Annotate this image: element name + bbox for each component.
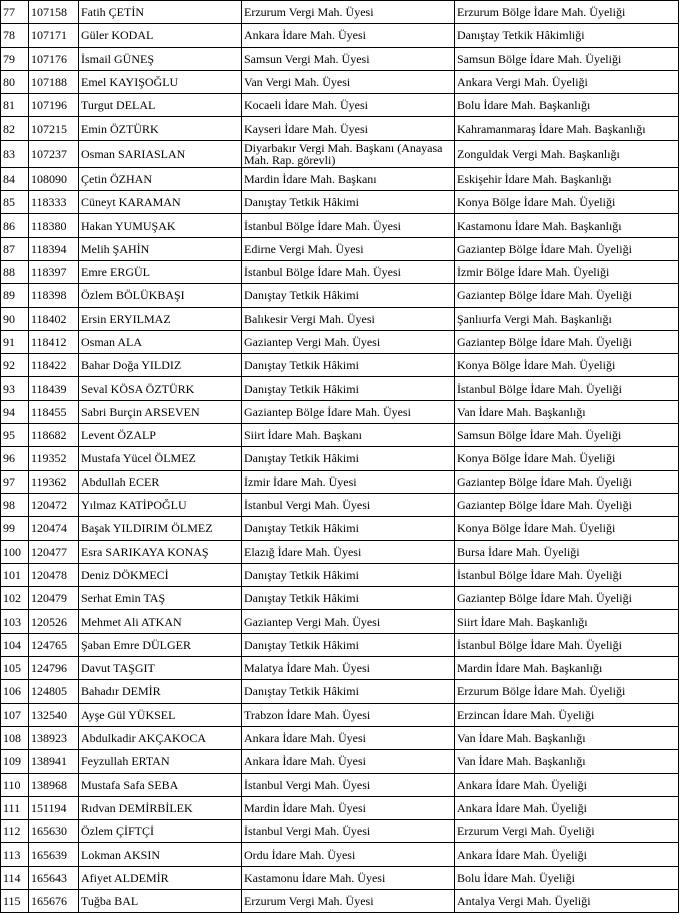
registry-number-cell: 118398 [29, 284, 79, 307]
registry-number-cell: 107176 [29, 47, 79, 70]
row-number-cell: 82 [1, 117, 29, 140]
registry-number-cell: 120478 [29, 563, 79, 586]
current-position-cell: Kastamonu İdare Mah. Üyesi [242, 866, 455, 889]
current-position-cell: Ordu İdare Mah. Üyesi [242, 843, 455, 866]
current-position-cell: Siirt İdare Mah. Başkanı [242, 424, 455, 447]
person-name-cell: Seval KÖSA ÖZTÜRK [79, 377, 242, 400]
row-number-cell: 111 [1, 796, 29, 819]
new-position-cell: Erzurum Bölge İdare Mah. Üyeliği [455, 680, 679, 703]
person-name-cell: Özlem ÇİFTÇİ [79, 820, 242, 843]
current-position-cell: Danıştay Tetkik Hâkimi [242, 587, 455, 610]
table-row [1, 191, 679, 214]
person-name-cell: Melih ŞAHİN [79, 237, 242, 260]
person-name-cell: Serhat Emin TAŞ [79, 587, 242, 610]
new-position-cell: Konya Bölge İdare Mah. Üyeliği [455, 447, 679, 470]
row-number-cell: 77 [1, 1, 29, 24]
person-name-cell: Şaban Emre DÜLGER [79, 633, 242, 656]
registry-number-cell: 124796 [29, 657, 79, 680]
person-name-cell: Turgut DELAL [79, 94, 242, 117]
registry-number-cell: 107188 [29, 70, 79, 93]
registry-number-cell: 118394 [29, 237, 79, 260]
current-position-cell: Van Vergi Mah. Üyesi [242, 70, 455, 93]
registry-number-cell: 165639 [29, 843, 79, 866]
new-position-cell: Konya Bölge İdare Mah. Üyeliği [455, 191, 679, 214]
current-position-cell: Mardin İdare Mah. Başkanı [242, 167, 455, 190]
registry-number-cell: 124805 [29, 680, 79, 703]
table-row [1, 820, 679, 843]
row-number-cell: 101 [1, 563, 29, 586]
new-position-cell: Samsun Bölge İdare Mah. Üyeliği [455, 47, 679, 70]
registry-number-cell: 132540 [29, 703, 79, 726]
table-row [1, 307, 679, 330]
person-name-cell: Emel KAYIŞOĞLU [79, 70, 242, 93]
row-number-cell: 92 [1, 354, 29, 377]
table-row [1, 237, 679, 260]
new-position-cell: Kastamonu İdare Mah. Başkanlığı [455, 214, 679, 237]
registry-number-cell: 118439 [29, 377, 79, 400]
row-number-cell: 93 [1, 377, 29, 400]
person-name-cell: Başak YILDIRIM ÖLMEZ [79, 517, 242, 540]
current-position-cell: İstanbul Bölge İdare Mah. Üyesi [242, 260, 455, 283]
row-number-cell: 112 [1, 820, 29, 843]
row-number-cell: 107 [1, 703, 29, 726]
table-row [1, 517, 679, 540]
current-position-cell: Danıştay Tetkik Hâkimi [242, 284, 455, 307]
registry-number-cell: 118380 [29, 214, 79, 237]
current-position-cell: Edirne Vergi Mah. Üyesi [242, 237, 455, 260]
current-position-cell: Kayseri İdare Mah. Üyesi [242, 117, 455, 140]
row-number-cell: 78 [1, 24, 29, 47]
table-row [1, 354, 679, 377]
row-number-cell: 84 [1, 167, 29, 190]
current-position-cell: Samsun Vergi Mah. Üyesi [242, 47, 455, 70]
table-row [1, 330, 679, 353]
person-name-cell: Fatih ÇETİN [79, 1, 242, 24]
new-position-cell: Gaziantep Bölge İdare Mah. Üyeliği [455, 330, 679, 353]
row-number-cell: 81 [1, 94, 29, 117]
table-row [1, 167, 679, 190]
person-name-cell: Deniz DÖKMECİ [79, 563, 242, 586]
table-row [1, 773, 679, 796]
new-position-cell: İstanbul Bölge İdare Mah. Üyeliği [455, 377, 679, 400]
person-name-cell: Ayşe Gül YÜKSEL [79, 703, 242, 726]
table-row [1, 703, 679, 726]
table-row [1, 260, 679, 283]
table-row [1, 633, 679, 656]
table-row [1, 140, 679, 167]
current-position-cell: Gaziantep Vergi Mah. Üyesi [242, 330, 455, 353]
new-position-cell: Danıştay Tetkik Hâkimliği [455, 24, 679, 47]
registry-number-cell: 118402 [29, 307, 79, 330]
row-number-cell: 96 [1, 447, 29, 470]
row-number-cell: 114 [1, 866, 29, 889]
registry-number-cell: 138923 [29, 726, 79, 749]
registry-number-cell: 120472 [29, 493, 79, 516]
row-number-cell: 102 [1, 587, 29, 610]
row-number-cell: 110 [1, 773, 29, 796]
person-name-cell: Cüneyt KARAMAN [79, 191, 242, 214]
registry-number-cell: 120477 [29, 540, 79, 563]
new-position-cell: Samsun Bölge İdare Mah. Üyeliği [455, 424, 679, 447]
new-position-cell: Gaziantep Bölge İdare Mah. Üyeliği [455, 587, 679, 610]
current-position-cell: İzmir İdare Mah. Üyesi [242, 470, 455, 493]
row-number-cell: 85 [1, 191, 29, 214]
new-position-cell: Eskişehir İdare Mah. Başkanlığı [455, 167, 679, 190]
registry-number-cell: 107171 [29, 24, 79, 47]
new-position-cell: Erzincan İdare Mah. Üyeliği [455, 703, 679, 726]
registry-number-cell: 118333 [29, 191, 79, 214]
table-row [1, 470, 679, 493]
new-position-cell: Ankara İdare Mah. Üyeliği [455, 796, 679, 819]
registry-number-cell: 107158 [29, 1, 79, 24]
current-position-cell: Danıştay Tetkik Hâkimi [242, 517, 455, 540]
row-number-cell: 103 [1, 610, 29, 633]
table-row [1, 117, 679, 140]
current-position-cell: İstanbul Vergi Mah. Üyesi [242, 820, 455, 843]
current-position-cell: Gaziantep Bölge İdare Mah. Üyesi [242, 400, 455, 423]
person-name-cell: Hakan YUMUŞAK [79, 214, 242, 237]
row-number-cell: 79 [1, 47, 29, 70]
table-row [1, 726, 679, 749]
current-position-cell: Ankara İdare Mah. Üyesi [242, 726, 455, 749]
current-position-cell: Ankara İdare Mah. Üyesi [242, 750, 455, 773]
registry-number-cell: 120526 [29, 610, 79, 633]
new-position-cell: Van İdare Mah. Başkanlığı [455, 400, 679, 423]
current-position-cell: Mardin İdare Mah. Üyesi [242, 796, 455, 819]
current-position-cell: Danıştay Tetkik Hâkimi [242, 680, 455, 703]
current-position-cell: Danıştay Tetkik Hâkimi [242, 377, 455, 400]
new-position-cell: Gaziantep Bölge İdare Mah. Üyeliği [455, 237, 679, 260]
new-position-cell: Şanlıurfa Vergi Mah. Başkanlığı [455, 307, 679, 330]
person-name-cell: Abdullah ECER [79, 470, 242, 493]
person-name-cell: Mehmet Ali ATKAN [79, 610, 242, 633]
row-number-cell: 86 [1, 214, 29, 237]
table-row [1, 447, 679, 470]
person-name-cell: Lokman AKSIN [79, 843, 242, 866]
new-position-cell: Bolu İdare Mah. Üyeliği [455, 866, 679, 889]
current-position-cell: Danıştay Tetkik Hâkimi [242, 354, 455, 377]
new-position-cell: Erzurum Bölge İdare Mah. Üyeliği [455, 1, 679, 24]
person-name-cell: Abdulkadir AKÇAKOCA [79, 726, 242, 749]
new-position-cell: Van İdare Mah. Başkanlığı [455, 726, 679, 749]
table-row [1, 214, 679, 237]
current-position-cell: İstanbul Bölge İdare Mah. Üyesi [242, 214, 455, 237]
person-name-cell: Ersin ERYILMAZ [79, 307, 242, 330]
new-position-cell: Bolu İdare Mah. Başkanlığı [455, 94, 679, 117]
person-name-cell: Afiyet ALDEMİR [79, 866, 242, 889]
row-number-cell: 104 [1, 633, 29, 656]
person-name-cell: Güler KODAL [79, 24, 242, 47]
current-position-cell: Gaziantep Vergi Mah. Üyesi [242, 610, 455, 633]
row-number-cell: 97 [1, 470, 29, 493]
current-position-cell: Kocaeli İdare Mah. Üyesi [242, 94, 455, 117]
table-row [1, 540, 679, 563]
table-row [1, 70, 679, 93]
table-row [1, 866, 679, 889]
registry-number-cell: 119362 [29, 470, 79, 493]
table-row [1, 1, 679, 24]
table-row [1, 424, 679, 447]
new-position-cell: Ankara İdare Mah. Üyeliği [455, 773, 679, 796]
current-position-cell: Danıştay Tetkik Hâkimi [242, 563, 455, 586]
new-position-cell: Erzurum Vergi Mah. Üyeliği [455, 820, 679, 843]
table-row [1, 889, 679, 912]
person-name-cell: Mustafa Yücel ÖLMEZ [79, 447, 242, 470]
row-number-cell: 109 [1, 750, 29, 773]
row-number-cell: 99 [1, 517, 29, 540]
table-row [1, 610, 679, 633]
new-position-cell: Siirt İdare Mah. Başkanlığı [455, 610, 679, 633]
registry-number-cell: 165630 [29, 820, 79, 843]
row-number-cell: 106 [1, 680, 29, 703]
person-name-cell: Çetin ÖZHAN [79, 167, 242, 190]
table-row [1, 47, 679, 70]
person-name-cell: Osman SARIASLAN [79, 140, 242, 167]
table-row [1, 24, 679, 47]
new-position-cell: İstanbul Bölge İdare Mah. Üyeliği [455, 563, 679, 586]
table-row [1, 657, 679, 680]
table-row [1, 493, 679, 516]
row-number-cell: 95 [1, 424, 29, 447]
row-number-cell: 108 [1, 726, 29, 749]
row-number-cell: 87 [1, 237, 29, 260]
row-number-cell: 88 [1, 260, 29, 283]
person-name-cell: Özlem BÖLÜKBAŞI [79, 284, 242, 307]
row-number-cell: 80 [1, 70, 29, 93]
registry-number-cell: 108090 [29, 167, 79, 190]
registry-number-cell: 120474 [29, 517, 79, 540]
person-name-cell: Davut TAŞGIT [79, 657, 242, 680]
table-row [1, 400, 679, 423]
new-position-cell: Gaziantep Bölge İdare Mah. Üyeliği [455, 284, 679, 307]
person-name-cell: Emin ÖZTÜRK [79, 117, 242, 140]
registry-number-cell: 138941 [29, 750, 79, 773]
new-position-cell: Ankara Vergi Mah. Üyeliği [455, 70, 679, 93]
current-position-cell: Elazığ İdare Mah. Üyesi [242, 540, 455, 563]
person-name-cell: Sabri Burçin ARSEVEN [79, 400, 242, 423]
current-position-cell: Diyarbakır Vergi Mah. Başkanı (Anayasa Mah. Rap. görevli) [242, 140, 455, 167]
new-position-cell: İstanbul Bölge İdare Mah. Üyeliği [455, 633, 679, 656]
row-number-cell: 89 [1, 284, 29, 307]
current-position-cell: Ankara İdare Mah. Üyesi [242, 24, 455, 47]
row-number-cell: 115 [1, 889, 29, 912]
new-position-cell: Van İdare Mah. Başkanlığı [455, 750, 679, 773]
new-position-cell: Ankara İdare Mah. Üyeliği [455, 843, 679, 866]
registry-number-cell: 118682 [29, 424, 79, 447]
new-position-cell: Gaziantep Bölge İdare Mah. Üyeliği [455, 470, 679, 493]
person-name-cell: Rıdvan DEMİRBİLEK [79, 796, 242, 819]
row-number-cell: 90 [1, 307, 29, 330]
person-name-cell: Bahar Doğa YILDIZ [79, 354, 242, 377]
new-position-cell: Konya Bölge İdare Mah. Üyeliği [455, 354, 679, 377]
current-position-cell: Erzurum Vergi Mah. Üyesi [242, 889, 455, 912]
row-number-cell: 113 [1, 843, 29, 866]
registry-number-cell: 119352 [29, 447, 79, 470]
person-name-cell: İsmail GÜNEŞ [79, 47, 242, 70]
table-row [1, 94, 679, 117]
new-position-cell: Zonguldak Vergi Mah. Başkanlığı [455, 140, 679, 167]
current-position-cell: Erzurum Vergi Mah. Üyesi [242, 1, 455, 24]
table-row [1, 377, 679, 400]
registry-number-cell: 118455 [29, 400, 79, 423]
registry-number-cell: 124765 [29, 633, 79, 656]
registry-number-cell: 120479 [29, 587, 79, 610]
new-position-cell: Kahramanmaraş İdare Mah. Başkanlığı [455, 117, 679, 140]
current-position-cell: Trabzon İdare Mah. Üyesi [242, 703, 455, 726]
table-row [1, 680, 679, 703]
row-number-cell: 100 [1, 540, 29, 563]
table-row [1, 843, 679, 866]
row-number-cell: 105 [1, 657, 29, 680]
registry-number-cell: 107196 [29, 94, 79, 117]
row-number-cell: 83 [1, 140, 29, 167]
registry-number-cell: 138968 [29, 773, 79, 796]
new-position-cell: İzmir Bölge İdare Mah. Üyeliği [455, 260, 679, 283]
person-name-cell: Yılmaz KATİPOĞLU [79, 493, 242, 516]
person-name-cell: Bahadır DEMİR [79, 680, 242, 703]
registry-number-cell: 151194 [29, 796, 79, 819]
new-position-cell: Konya Bölge İdare Mah. Üyeliği [455, 517, 679, 540]
person-name-cell: Esra SARIKAYA KONAŞ [79, 540, 242, 563]
person-name-cell: Mustafa Safa SEBA [79, 773, 242, 796]
table-row [1, 750, 679, 773]
current-position-cell: İstanbul Vergi Mah. Üyesi [242, 493, 455, 516]
row-number-cell: 91 [1, 330, 29, 353]
registry-number-cell: 118412 [29, 330, 79, 353]
person-name-cell: Emre ERGÜL [79, 260, 242, 283]
current-position-cell: İstanbul Vergi Mah. Üyesi [242, 773, 455, 796]
registry-number-cell: 165676 [29, 889, 79, 912]
row-number-cell: 94 [1, 400, 29, 423]
table-row [1, 284, 679, 307]
person-name-cell: Feyzullah ERTAN [79, 750, 242, 773]
new-position-cell: Mardin İdare Mah. Başkanlığı [455, 657, 679, 680]
table-row [1, 796, 679, 819]
new-position-cell: Bursa İdare Mah. Üyeliği [455, 540, 679, 563]
registry-number-cell: 118397 [29, 260, 79, 283]
current-position-cell: Danıştay Tetkik Hâkimi [242, 191, 455, 214]
current-position-cell: Malatya İdare Mah. Üyesi [242, 657, 455, 680]
row-number-cell: 98 [1, 493, 29, 516]
table-row [1, 563, 679, 586]
registry-number-cell: 107215 [29, 117, 79, 140]
current-position-cell: Danıştay Tetkik Hâkimi [242, 447, 455, 470]
registry-number-cell: 107237 [29, 140, 79, 167]
registry-number-cell: 165643 [29, 866, 79, 889]
current-position-cell: Balıkesir Vergi Mah. Üyesi [242, 307, 455, 330]
person-name-cell: Tuğba BAL [79, 889, 242, 912]
new-position-cell: Gaziantep Bölge İdare Mah. Üyeliği [455, 493, 679, 516]
person-name-cell: Levent ÖZALP [79, 424, 242, 447]
person-name-cell: Osman ALA [79, 330, 242, 353]
table-row [1, 587, 679, 610]
appointment-table-body [1, 1, 679, 913]
registry-number-cell: 118422 [29, 354, 79, 377]
new-position-cell: Antalya Vergi Mah. Üyeliği [455, 889, 679, 912]
current-position-cell: Danıştay Tetkik Hâkimi [242, 633, 455, 656]
